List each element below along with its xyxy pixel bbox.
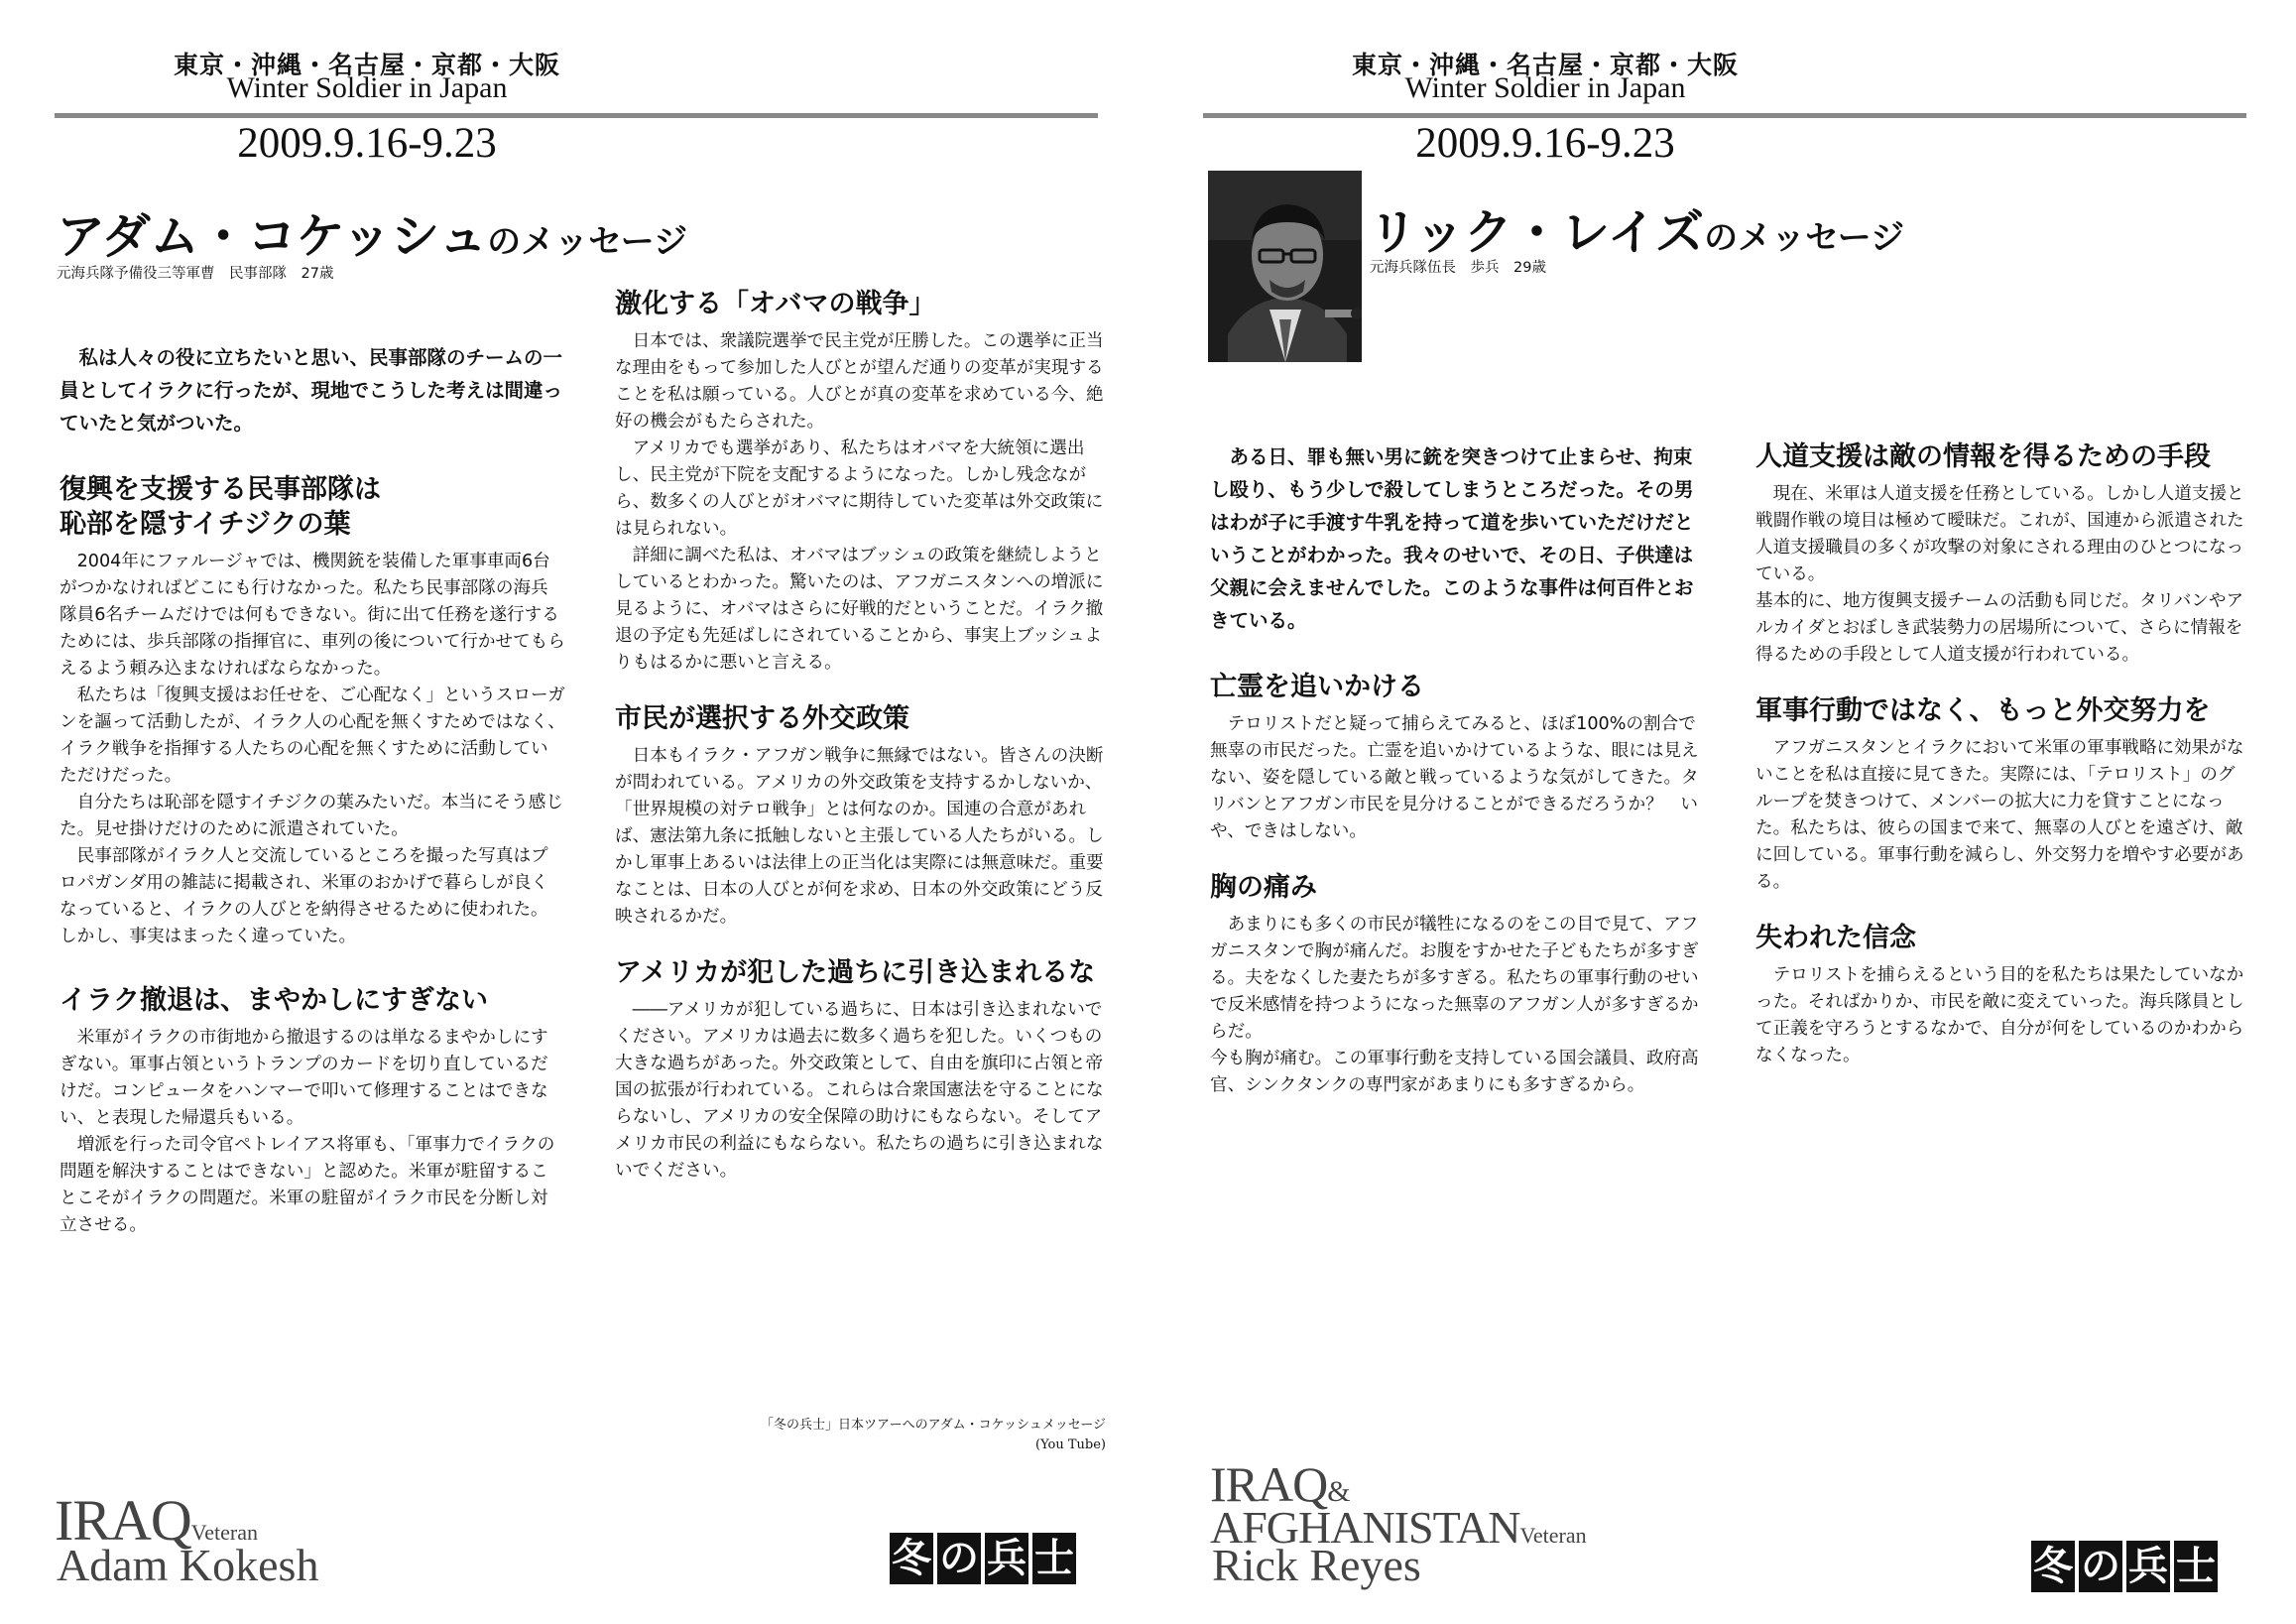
body-paragraph: アフガニスタンとイラクにおいて米軍の軍事戦略に効果がないことを私は直接に見てきた。実際には、「テロリスト」のグループを焚きつけて、メンバーの拡大に力を貸すことになった。私たちは、彼らの国まで来て、無辜の人びとを遠ざけ、敵に回している。軍事行動を減らし、外交努力を増やす必要がある。 — [1755, 738, 2244, 892]
section-heading: 亡霊を追いかける — [1210, 672, 1424, 702]
lead-paragraph: 私は人々の役に立ちたいと思い、民事部隊のチームの一員としてイラクに行ったが、現地でこうした考えは間違っていたと気がついた。 — [60, 346, 563, 435]
veteran-small: Veteran — [1519, 1523, 1587, 1548]
body-paragraph: 基本的に、地方復興支援チームの活動も同じだ。タリバンやアルカイダとおぼしき武装勢力の居場所について、さらに情報を得るための手段として人道支援が行われている。 — [1755, 591, 2244, 665]
veteran-name: Rick Reyes — [1212, 1540, 1421, 1590]
author-photo — [1208, 171, 1362, 362]
title-name: アダム・コケッシュ — [57, 207, 488, 265]
stamp-char: 冬 — [2031, 1541, 2075, 1592]
section-heading: 市民が選択する外交政策 — [615, 703, 909, 734]
page-title — [1369, 194, 1904, 264]
header-cities: 東京・沖縄・名古屋・京都・大阪 — [1351, 51, 1739, 79]
section-heading: 人道支援は敵の情報を得るための手段 — [1755, 441, 2211, 472]
section-heading: イラク撤退は、まやかしにすぎない — [60, 985, 488, 1016]
left-column-1 — [60, 341, 565, 1239]
section-heading: 激化する「オバマの戦争」 — [615, 289, 936, 319]
body-paragraph: あまりにも多くの市民が犠牲になるのをこの目で見て、アフガニスタンで胸が痛んだ。お腹をすかせた子どもたちが多すぎる。夫をなくした妻たちが多すぎる。私たちの軍事行動のせいで反米感情を持つようになった無辜のアフガン人が多すぎるからだ。 — [1210, 915, 1699, 1042]
stamp-char: の — [937, 1533, 981, 1584]
stamp-char: 士 — [1032, 1533, 1076, 1584]
left-column-2 — [615, 288, 1111, 1185]
body-paragraph: 日本では、衆議院選挙で民主党が圧勝した。この選挙に正当な理由をもって参加した人びとが望んだ通りの変革が実現することを私は願っている。人びとが真の変革を求めている今、絶好の機会がもたらされた。 — [615, 331, 1104, 432]
body-paragraph: テロリストだと疑って捕らえてみると、ほぼ100%の割合で無辜の市民だった。亡霊を追いかけているような、眼には見えない、姿を隠している敵と戦っているような気がしてきた。タリバンとアフガン市民を見分けることができるだろうか？ いや、できはしない。 — [1210, 714, 1699, 841]
header-rule — [55, 113, 1098, 118]
body-paragraph: ――アメリカが犯している過ちに、日本は引き込まれないでください。アメリカは過去に数多く過ちを犯した。いくつもの大きな過ちがあった。外交政策として、自由を旗印に占領と帝国の拡張が行われている。これらは合衆国憲法を守ることにならないし、アメリカの安全保障の助けにもならない。そしてアメリカ市民の利益にもならない。私たちの過ちに引き込まれないでください。 — [615, 1000, 1104, 1181]
body-paragraph: テロリストを捕らえるという目的を私たちは果たしていなかった。そればかりか、市民を敵に変えていった。海兵隊員として正義を守ろうとするなかで、自分が何をしているのかわからなくなった。 — [1755, 965, 2244, 1065]
page-title — [57, 198, 687, 268]
veteran-iraq: IRAQ — [55, 1488, 191, 1553]
title-suffix: のメッセージ — [1704, 218, 1905, 258]
body-paragraph: 米軍がイラクの市街地から撤退するのは単なるまやかしにすぎない。軍事占領というトランプのカードを切り直しているだけだ。コンピュータをハンマーで叩いて修理することはできない、と表現した帰還兵もいる。 — [60, 1028, 548, 1128]
section-heading: 軍事行動ではなく、もっと外交努力を — [1755, 695, 2211, 726]
veteran-afghanistan: AFGHANISTAN — [1210, 1502, 1520, 1553]
body-paragraph: 2004年にファルージャでは、機関銃を装備した軍事車両6台がつかなければどこにも行けなかった。私たち民事部隊の海兵隊員6名チームだけでは何もできない。街に出て任務を遂行するためには、歩兵部隊の指揮官に、車列の後について行かせてもらえるよう頼み込まなければならなかった。 — [60, 552, 565, 679]
header-date: 2009.9.16-9.23 — [1415, 120, 1675, 167]
right-column-1 — [1210, 440, 1706, 1099]
right-column-2 — [1755, 440, 2248, 1069]
body-paragraph: 民事部隊がイラク人と交流しているところを撮った写真はプロパガンダ用の雑誌に掲載され、米軍のおかげで暮らしが良くなっていると、イラクの人びとを納得させるために使われた。しかし、事実はまったく違っていた。 — [60, 846, 548, 946]
stamp-char: の — [2079, 1541, 2122, 1592]
source-caption — [595, 1416, 1106, 1455]
title-suffix: のメッセージ — [487, 222, 688, 262]
winter-soldier-stamp — [890, 1533, 1076, 1584]
author-subtitle: 元海兵隊伍長 歩兵 29歳 — [1370, 260, 1546, 276]
stamp-char: 士 — [2174, 1541, 2218, 1592]
title-name: リック・レイズ — [1369, 203, 1705, 261]
veteran-iraq: IRAQ — [1210, 1456, 1328, 1512]
header-cities: 東京・沖縄・名古屋・京都・大阪 — [173, 51, 560, 79]
veteran-name: Adam Kokesh — [57, 1540, 319, 1590]
section-heading: 胸の痛み — [1210, 872, 1317, 903]
section-heading: 復興を支援する民事部隊は — [60, 474, 381, 505]
stamp-char: 兵 — [985, 1533, 1028, 1584]
body-paragraph: 詳細に調べた私は、オバマはブッシュの政策を継続しようとしているとわかった。驚いたのは、アフガニスタンへの増派に見るように、オバマはさらに好戦的だということだ。イラク撤退の予定も先延ばしにされていることから、事実上ブッシュよりもはるかに悪いと言える。 — [615, 546, 1104, 673]
header-rule — [1203, 113, 2246, 118]
winter-soldier-stamp — [2031, 1541, 2218, 1592]
author-subtitle: 元海兵隊予備役三等軍曹 民事部隊 27歳 — [57, 266, 334, 282]
portrait-image — [1208, 171, 1362, 362]
header-subtitle: Winter Soldier in Japan — [226, 71, 508, 104]
section-heading: 恥部を隠すイチジクの葉 — [60, 509, 351, 540]
body-paragraph: アメリカでも選挙があり、私たちはオバマを大統領に選出し、民主党が下院を支配するようになった。しかし残念ながら、数多くの人びとがオバマに期待していた変革は外交政策には見られない。 — [615, 438, 1104, 539]
header-date: 2009.9.16-9.23 — [237, 120, 497, 167]
stamp-char: 冬 — [890, 1533, 933, 1584]
body-paragraph: 現在、米軍は人道支援を任務としている。しかし人道支援と戦闘作戦の境目は極めて曖昧だ。これが、国連から派遣された人道支援職員の多くが攻撃の対象にされる理由のひとつになっている。 — [1755, 484, 2244, 584]
body-paragraph: 増派を行った司令官ペトレイアス将軍も、「軍事力でイラクの問題を解決することはできない」と認めた。米軍が駐留することこそがイラクの問題だ。米軍の駐留がイラク市民を分断し対立させる。 — [60, 1135, 555, 1235]
caption-line: 「冬の兵士」日本ツアーへのアダム・コケッシュメッセージ — [760, 1418, 1106, 1433]
stamp-char: 兵 — [2126, 1541, 2170, 1592]
body-paragraph: 今も胸が痛む。この軍事行動を支持している国会議員、政府高官、シンクタンクの専門家があまりにも多すぎるから。 — [1210, 1049, 1699, 1095]
body-paragraph: 自分たちは恥部を隠すイチジクの葉みたいだ。本当にそう感じた。見せ掛けだけのために派遣されていた。 — [60, 793, 563, 839]
lead-paragraph: ある日、罪も無い男に銃を突きつけて止まらせ、拘束し殴り、もう少しで殺してしまうところだった。その男はわが子に手渡す牛乳を持って道を歩いていただけだということがわかった。我々のせいで、その日、子供達は父親に会えませんでした。このような事件は何百件とおきている。 — [1210, 445, 1694, 632]
header-subtitle: Winter Soldier in Japan — [1404, 71, 1686, 104]
section-heading: アメリカが犯した過ちに引き込まれるな — [615, 957, 1096, 988]
body-paragraph: 日本もイラク・アフガン戦争に無縁ではない。皆さんの決断が問われている。アメリカの外交政策を支持するかしないか、「世界規模の対テロ戦争」とは何なのか。国連の合意があれば、憲法第九条に抵触しないと主張している人たちがいる。しかし軍事上あるいは法律上の正当化は実際には無意味だ。重要なことは、日本の人びとが何を求め、日本の外交政策にどう反映されるかだ。 — [615, 746, 1104, 927]
section-heading: 失われた信念 — [1755, 923, 1916, 953]
caption-line: (You Tube) — [1035, 1437, 1106, 1452]
right-page — [1148, 0, 2296, 1624]
body-paragraph: 私たちは「復興支援はお任せを、ご心配なく」というスローガンを謳って活動したが、イラク人の心配を無くすためではなく、イラク戦争を指揮する人たちの心配を無くすために活動していただけだった。 — [60, 686, 565, 786]
veteran-amp: & — [1327, 1475, 1351, 1508]
veteran-small: Veteran — [190, 1520, 258, 1545]
